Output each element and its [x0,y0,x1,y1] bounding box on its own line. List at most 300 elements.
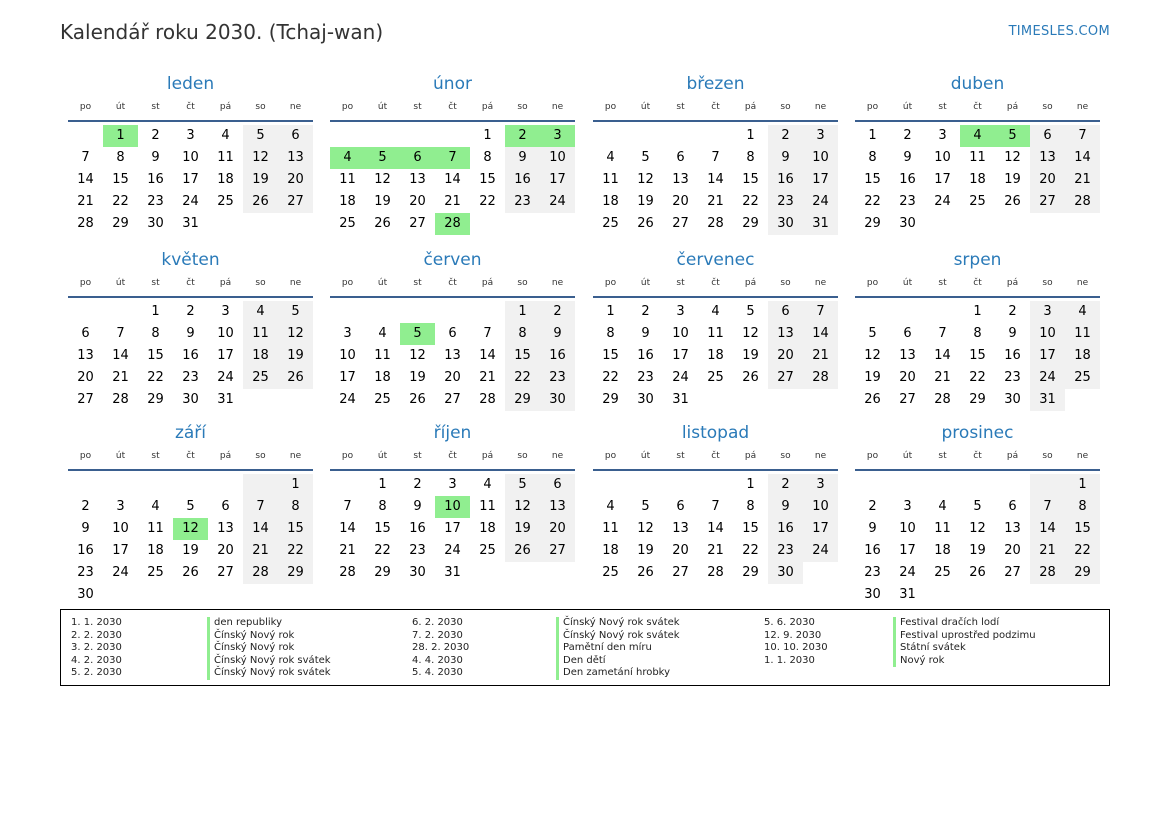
day-cell: 10 [803,496,838,518]
day-cell: 4 [711,304,720,319]
weekday-label: st [151,102,160,112]
day-cell: 17 [934,172,951,187]
day-cell: 26 [742,370,759,385]
day-cell: 1 [973,304,982,319]
day-cell: 30 [899,216,916,231]
weekday-label: po [604,102,617,112]
day-cell: 9 [768,147,803,169]
empty-cell [173,474,208,496]
day-cell: 16 [1004,348,1021,363]
empty-cell [698,125,733,147]
legend-holiday-name: Čínský Nový rok [207,630,331,643]
day-cell: 4 [960,125,995,147]
legend-holiday-name: den republiky [207,617,331,630]
empty-cell [505,213,540,235]
brand-link[interactable]: TIMESLES.COM [1008,24,1110,39]
day-grid [855,301,1100,411]
month-name: březen [686,74,745,94]
day-cell: 12 [969,521,986,536]
day-cell: 29 [969,392,986,407]
day-cell: 29 [112,216,129,231]
day-cell: 18 [934,543,951,558]
month-3 [855,73,1100,235]
empty-cell [243,474,278,496]
empty-cell [890,474,925,496]
day-cell: 24 [182,194,199,209]
day-cell: 16 [768,518,803,540]
weekday-label: st [938,451,947,461]
empty-cell [435,301,470,323]
day-cell: 13 [1030,147,1065,169]
weekday-header [855,449,1100,471]
weekday-label: čt [973,451,982,461]
day-cell: 9 [868,521,877,536]
weekday-header [855,276,1100,298]
legend-holiday-name: Státní svátek [893,642,1036,655]
empty-cell [698,389,733,411]
day-cell: 9 [903,150,912,165]
day-cell: 22 [479,194,496,209]
day-cell: 4 [938,499,947,514]
empty-cell [278,584,313,606]
day-cell: 18 [217,172,234,187]
empty-cell [470,301,505,323]
legend-date: 4. 4. 2030 [412,654,463,666]
empty-cell [925,474,960,496]
day-cell: 3 [676,304,685,319]
weekday-label: čt [448,451,457,461]
day-cell: 13 [77,348,94,363]
legend-date: 1. 1. 2030 [71,617,122,628]
day-cell: 7 [1030,496,1065,518]
day-cell: 4 [1065,301,1100,323]
day-cell: 26 [969,565,986,580]
weekday-label: čt [186,102,195,112]
day-cell: 1 [483,128,492,143]
day-cell: 9 [151,150,160,165]
empty-cell [995,584,1030,606]
weekday-label: út [115,102,126,112]
legend-names-col-2 [556,617,680,680]
day-cell: 15 [1065,518,1100,540]
day-cell: 27 [672,216,689,231]
day-cell: 25 [602,565,619,580]
weekday-label: čt [448,278,457,288]
day-grid [68,301,313,411]
weekday-label: út [902,451,913,461]
empty-cell [1065,389,1100,411]
empty-cell [540,213,575,235]
day-cell: 2 [505,125,540,147]
weekday-label: so [1042,278,1053,288]
weekday-header [855,100,1100,122]
empty-cell [278,389,313,411]
day-cell: 7 [81,150,90,165]
day-cell: 21 [339,543,356,558]
day-cell: 27 [217,565,234,580]
empty-cell [1030,213,1065,235]
day-cell: 10 [112,521,129,536]
empty-cell [1065,584,1100,606]
day-cell: 12 [1004,150,1021,165]
day-cell: 26 [637,565,654,580]
day-cell: 6 [540,474,575,496]
day-grid [855,474,1100,606]
day-cell: 26 [243,191,278,213]
day-cell: 31 [899,587,916,602]
day-cell: 11 [934,521,951,536]
day-grid [330,125,575,235]
day-cell: 25 [707,370,724,385]
day-cell: 12 [173,518,208,540]
day-cell: 15 [742,521,759,536]
day-cell: 13 [278,147,313,169]
day-cell: 13 [768,323,803,345]
empty-cell [435,125,470,147]
day-cell: 8 [378,499,387,514]
day-cell: 14 [339,521,356,536]
legend-holiday-name: Čínský Nový rok svátek [556,630,680,643]
day-cell: 13 [672,521,689,536]
day-cell: 30 [768,562,803,584]
day-cell: 18 [707,348,724,363]
weekday-header [330,449,575,471]
weekday-label: čt [186,278,195,288]
weekday-label: po [341,102,354,112]
day-cell: 17 [217,348,234,363]
day-cell: 3 [903,499,912,514]
day-cell: 30 [409,565,426,580]
month-name: prosinec [941,423,1014,443]
day-cell: 13 [1004,521,1021,536]
day-cell: 8 [606,326,615,341]
day-cell: 29 [505,389,540,411]
day-cell: 25 [339,216,356,231]
day-cell: 24 [803,191,838,213]
day-cell: 26 [278,367,313,389]
day-cell: 28 [77,216,94,231]
weekday-label: so [255,278,266,288]
legend-holiday-name: Festival uprostřed podzimu [893,630,1036,643]
day-cell: 25 [1065,367,1100,389]
day-cell: 20 [77,370,94,385]
day-cell: 15 [602,348,619,363]
day-cell: 6 [676,499,685,514]
weekday-label: čt [711,451,720,461]
day-cell: 14 [707,172,724,187]
day-cell: 18 [374,370,391,385]
day-cell: 23 [768,191,803,213]
weekday-label: pá [219,102,232,112]
weekday-label: po [79,451,92,461]
day-cell: 6 [1030,125,1065,147]
day-cell: 16 [409,521,426,536]
weekday-label: st [676,278,685,288]
legend-dates-col-2 [412,617,469,680]
day-cell: 2 [186,304,195,319]
day-cell: 18 [243,345,278,367]
weekday-label: st [413,278,422,288]
day-cell: 31 [217,392,234,407]
day-cell: 19 [864,370,881,385]
day-cell: 14 [77,172,94,187]
empty-cell [1065,213,1100,235]
empty-cell [628,474,663,496]
empty-cell [68,301,103,323]
day-cell: 4 [606,150,615,165]
weekday-header [593,276,838,298]
day-grid [68,474,313,606]
day-cell: 13 [899,348,916,363]
month-8 [68,422,313,606]
day-cell: 17 [672,348,689,363]
weekday-label: po [866,102,879,112]
empty-cell [1030,584,1065,606]
weekday-label: út [640,102,651,112]
day-cell: 19 [374,194,391,209]
weekday-label: pá [744,451,757,461]
day-cell: 31 [672,392,689,407]
day-cell: 16 [505,169,540,191]
day-grid [593,474,838,584]
day-cell: 25 [969,194,986,209]
day-cell: 21 [1030,540,1065,562]
day-cell: 23 [147,194,164,209]
empty-cell [803,389,838,411]
day-cell: 14 [1065,147,1100,169]
day-cell: 20 [217,543,234,558]
legend-date: 4. 2. 2030 [71,654,122,666]
day-cell: 30 [540,389,575,411]
day-cell: 31 [1030,389,1065,411]
day-cell: 22 [374,543,391,558]
day-cell: 18 [602,543,619,558]
day-grid [330,301,575,411]
weekday-header [68,100,313,122]
empty-cell [995,474,1030,496]
legend-holiday-name: Den zametání hrobky [556,667,680,680]
month-name: září [174,423,207,443]
day-cell: 5 [278,301,313,323]
day-cell: 29 [374,565,391,580]
day-cell: 10 [899,521,916,536]
weekday-header [68,449,313,471]
day-cell: 28 [339,565,356,580]
legend-date: 10. 10. 2030 [764,642,828,653]
empty-cell [68,125,103,147]
day-cell: 14 [479,348,496,363]
weekday-label: so [780,451,791,461]
weekday-label: pá [219,278,232,288]
day-cell: 18 [969,172,986,187]
day-cell: 3 [803,474,838,496]
day-cell: 26 [409,392,426,407]
day-cell: 12 [409,348,426,363]
weekday-label: pá [1006,451,1019,461]
day-cell: 2 [540,301,575,323]
day-cell: 17 [803,169,838,191]
legend-date: 2. 2. 2030 [71,629,122,641]
weekday-label: út [115,451,126,461]
day-cell: 6 [278,125,313,147]
day-cell: 24 [540,191,575,213]
day-cell: 27 [77,392,94,407]
empty-cell [698,474,733,496]
weekday-label: so [255,451,266,461]
day-cell: 18 [147,543,164,558]
day-cell: 11 [602,172,619,187]
weekday-label: út [640,278,651,288]
day-cell: 16 [864,543,881,558]
weekday-label: st [938,102,947,112]
weekday-header [68,276,313,298]
empty-cell [400,301,435,323]
legend-holiday-name: Čínský Nový rok svátek [207,667,331,680]
empty-cell [470,213,505,235]
weekday-label: út [902,102,913,112]
day-cell: 11 [479,499,496,514]
day-cell: 3 [540,125,575,147]
weekday-label: so [1042,102,1053,112]
day-cell: 24 [217,370,234,385]
day-cell: 5 [505,474,540,496]
day-cell: 20 [672,194,689,209]
day-cell: 22 [742,543,759,558]
day-cell: 20 [672,543,689,558]
legend-holiday-name: Nový rok [893,655,1036,668]
weekday-label: ne [1076,278,1089,288]
day-cell: 22 [742,194,759,209]
legend-date: 1. 1. 2030 [764,654,815,666]
empty-cell [138,584,173,606]
empty-cell [138,474,173,496]
day-cell: 15 [505,345,540,367]
day-cell: 15 [864,172,881,187]
day-cell: 5 [868,326,877,341]
day-cell: 9 [413,499,422,514]
empty-cell [960,213,995,235]
weekday-header [330,100,575,122]
day-cell: 26 [637,216,654,231]
day-cell: 25 [243,367,278,389]
day-cell: 16 [768,169,803,191]
month-2 [593,73,838,235]
legend-holiday-name: Den dětí [556,655,680,668]
empty-cell [243,389,278,411]
day-cell: 9 [186,326,195,341]
weekday-label: pá [744,102,757,112]
day-cell: 1 [606,304,615,319]
day-cell: 23 [77,565,94,580]
empty-cell [1030,474,1065,496]
empty-cell [663,474,698,496]
day-cell: 10 [934,150,951,165]
empty-cell [173,584,208,606]
weekday-label: út [640,451,651,461]
day-cell: 14 [444,172,461,187]
weekday-label: út [377,102,388,112]
day-cell: 3 [448,477,457,492]
day-cell: 25 [479,543,496,558]
day-cell: 20 [1030,169,1065,191]
legend-dates-col-3 [764,617,828,667]
day-cell: 29 [864,216,881,231]
day-cell: 19 [969,543,986,558]
day-cell: 17 [112,543,129,558]
empty-cell [243,584,278,606]
day-cell: 31 [444,565,461,580]
day-cell: 4 [221,128,230,143]
day-cell: 2 [868,499,877,514]
day-cell: 2 [903,128,912,143]
day-cell: 28 [479,392,496,407]
month-name: červenec [676,250,755,270]
day-cell: 18 [1065,345,1100,367]
weekday-label: so [517,102,528,112]
day-cell: 11 [374,348,391,363]
day-cell: 6 [903,326,912,341]
weekday-header [593,100,838,122]
day-cell: 2 [641,304,650,319]
day-cell: 6 [448,326,457,341]
day-cell: 27 [444,392,461,407]
empty-cell [733,389,768,411]
weekday-label: pá [744,278,757,288]
empty-cell [960,584,995,606]
day-cell: 22 [147,370,164,385]
day-cell: 2 [81,499,90,514]
weekday-label: ne [289,102,302,112]
day-cell: 7 [938,326,947,341]
day-cell: 28 [435,213,470,235]
empty-cell [803,562,838,584]
legend-dates-col-1 [71,617,122,680]
day-cell: 21 [1065,169,1100,191]
month-4 [68,249,313,411]
day-cell: 1 [746,128,755,143]
day-cell: 7 [116,326,125,341]
day-cell: 23 [505,191,540,213]
day-cell: 16 [77,543,94,558]
month-name: leden [166,74,215,94]
empty-cell [243,213,278,235]
legend-date: 5. 4. 2030 [412,667,463,678]
weekday-label: ne [814,451,827,461]
day-cell: 21 [707,543,724,558]
empty-cell [890,301,925,323]
weekday-label: ne [551,102,564,112]
day-cell: 1 [746,477,755,492]
weekday-label: st [413,451,422,461]
day-cell: 12 [637,521,654,536]
day-cell: 1 [103,125,138,147]
day-cell: 7 [803,301,838,323]
day-cell: 24 [339,392,356,407]
day-cell: 8 [868,150,877,165]
day-cell: 17 [899,543,916,558]
day-cell: 8 [116,150,125,165]
day-cell: 13 [217,521,234,536]
day-cell: 14 [934,348,951,363]
legend-date: 3. 2. 2030 [71,642,122,653]
day-cell: 18 [339,194,356,209]
legend-date: 5. 6. 2030 [764,617,815,628]
day-cell: 8 [1065,496,1100,518]
day-cell: 3 [803,125,838,147]
day-cell: 8 [151,326,160,341]
day-cell: 17 [803,518,838,540]
day-cell: 11 [243,323,278,345]
